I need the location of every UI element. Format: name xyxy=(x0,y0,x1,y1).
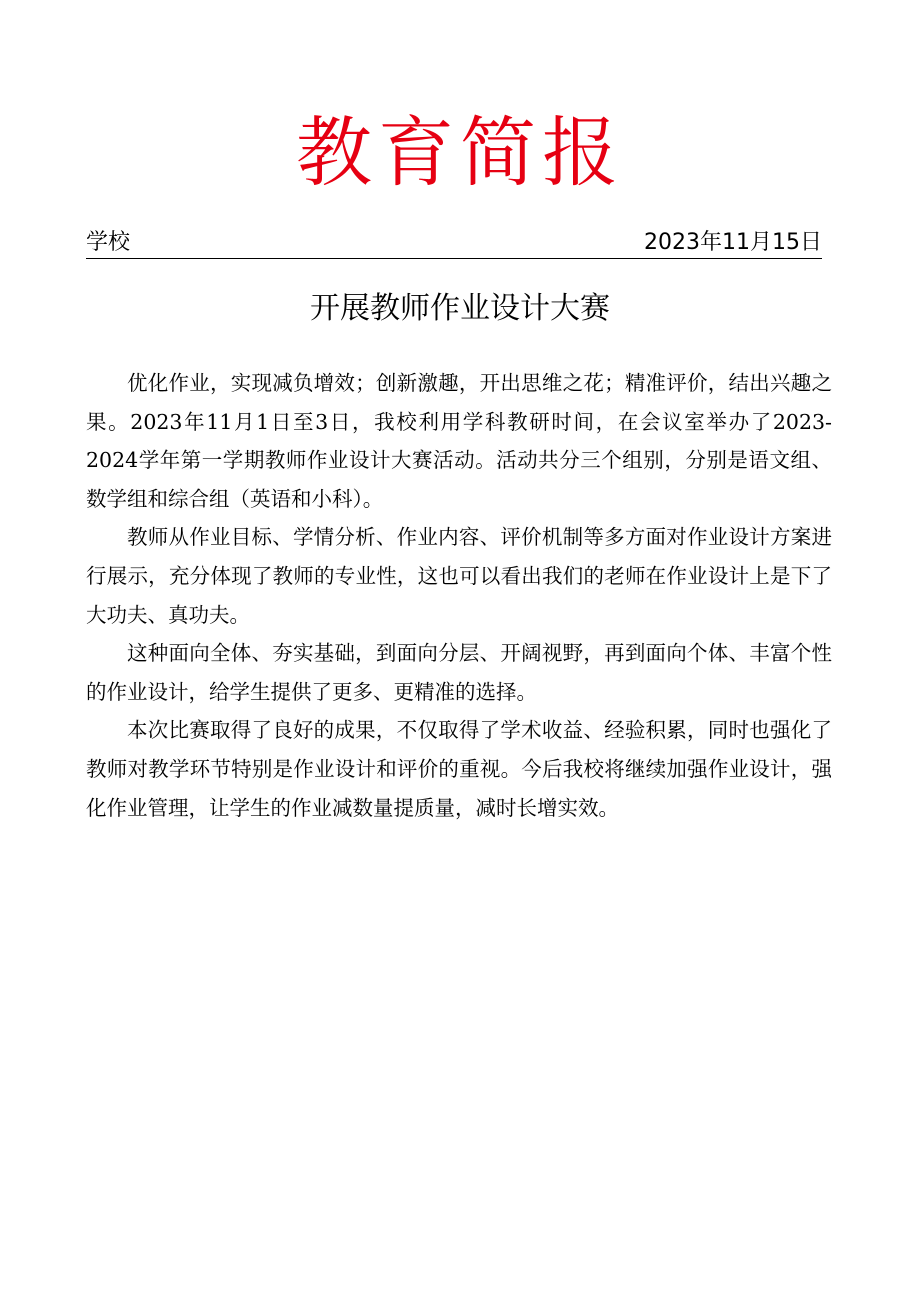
paragraph: 教师从作业目标、学情分析、作业内容、评价机制等多方面对作业设计方案进行展示，充分体现了教师的专业性，这也可以看出我们的老师在作业设计上是下了大功夫、真功夫。 xyxy=(86,525,832,627)
issue-date: 2023年11月15日 xyxy=(644,230,822,255)
paragraph: 本次比赛取得了良好的成果，不仅取得了学术收益、经验积累，同时也强化了教师对教学环节特别是作业设计和评价的重视。今后我校将继续加强作业设计，强化作业管理，让学生的作业减数量提质量，减时长增实效。 xyxy=(86,718,832,820)
paragraph: 这种面向全体、夯实基础，到面向分层、开阔视野，再到面向个体、丰富个性的作业设计，给学生提供了更多、更精准的选择。 xyxy=(86,641,832,704)
paragraph: 优化作业，实现减负增效；创新激趣，开出思维之花；精准评价，结出兴趣之果。2023年11月1日至3日，我校利用学科教研时间，在会议室举办了2023-2024学年第一学期教师作业设计大赛活动。活动共分三个组别，分别是语文组、数学组和综合组（英语和小科）。 xyxy=(86,371,832,511)
meta-row xyxy=(86,228,822,259)
article-body xyxy=(86,364,832,827)
school-label: 学校 xyxy=(86,230,131,255)
article-title: 开展教师作业设计大赛 xyxy=(310,291,610,326)
newsletter-masthead: 教育简报 xyxy=(296,108,624,197)
